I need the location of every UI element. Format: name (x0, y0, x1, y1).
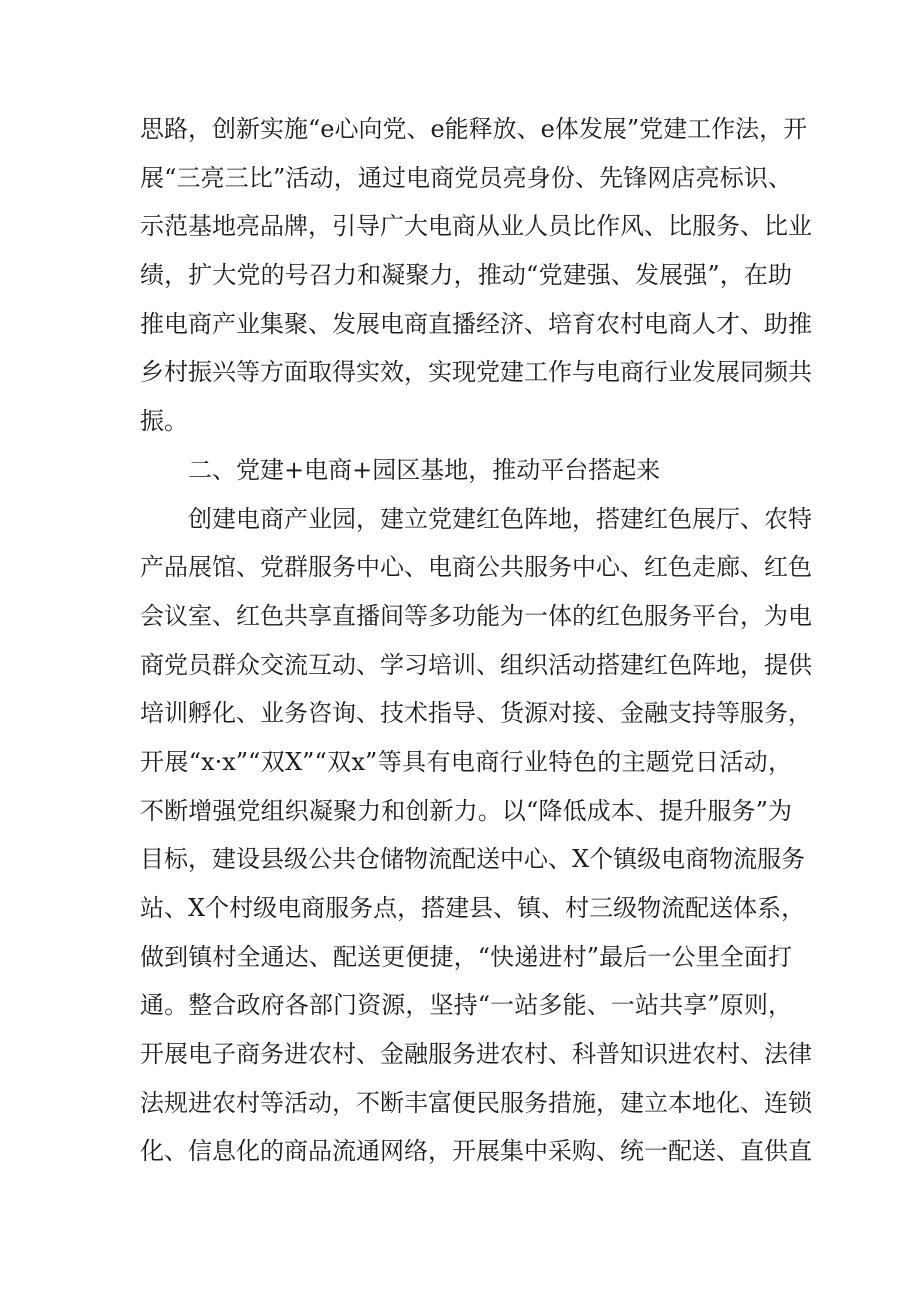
text-line-12: 商党员群众交流互动、学习培训、组织活动搭建红色阵地，提供 (140, 650, 812, 679)
text-line-18: 做到镇村全通达、配送更便捷，“快递进村”最后一公里全面打 (140, 942, 792, 971)
text-line-21: 法规进农村等活动，不断丰富便民服务措施，建立本地化、连锁 (140, 1088, 812, 1117)
text-line-6: 乡村振兴等方面取得实效，实现党建工作与电商行业发展同频共 (140, 358, 812, 387)
text-line-20: 开展电子商务进农村、金融服务进农村、科普知识进农村、法律 (140, 1040, 812, 1069)
text-line-9: 创建电商产业园，建立党建红色阵地，搭建红色展厅、农特 (188, 504, 812, 533)
text-line-7: 振。 (140, 407, 188, 436)
text-line-14: 开展“x·x”“双X”“双x”等具有电商行业特色的主题党日活动， (140, 747, 792, 776)
text-line-22: 化、信息化的商品流通网络，开展集中采购、统一配送、直供直 (140, 1137, 812, 1166)
text-line-13: 培训孵化、业务咨询、技术指导、货源对接、金融支持等服务， (140, 699, 812, 728)
text-line-5: 推电商产业集聚、发展电商直播经济、培育农村电商人才、助推 (140, 309, 812, 338)
document-body (140, 105, 812, 1176)
text-line-1: 思路，创新实施“e心向党、e能释放、e体发展”党建工作法，开 (140, 115, 808, 143)
text-line-17: 站、X个村级电商服务点，搭建县、镇、村三级物流配送体系， (140, 894, 806, 922)
text-line-11: 会议室、红色共享直播间等多功能为一体的红色服务平台，为电 (140, 601, 812, 630)
text-line-16: 目标，建设县级公共仓储物流配送中心、X个镇级电商物流服务 (140, 845, 806, 874)
text-line-19: 通。整合政府各部门资源，坚持“一站多能、一站共享”原则， (140, 991, 792, 1020)
text-line-10: 产品展馆、党群服务中心、电商公共服务中心、红色走廊、红色 (140, 553, 812, 582)
text-line-4: 绩，扩大党的号召力和凝聚力，推动“党建强、发展强”，在助 (140, 261, 792, 290)
text-line-15: 不断增强党组织凝聚力和创新力。以“降低成本、提升服务”为 (140, 796, 792, 825)
text-line-3: 示范基地亮品牌，引导广大电商从业人员比作风、比服务、比业 (140, 212, 812, 241)
section-heading: 二、党建+电商+园区基地，推动平台搭起来 (188, 455, 661, 484)
text-line-2: 展“三亮三比”活动，通过电商党员亮身份、先锋网店亮标识、 (140, 163, 792, 192)
